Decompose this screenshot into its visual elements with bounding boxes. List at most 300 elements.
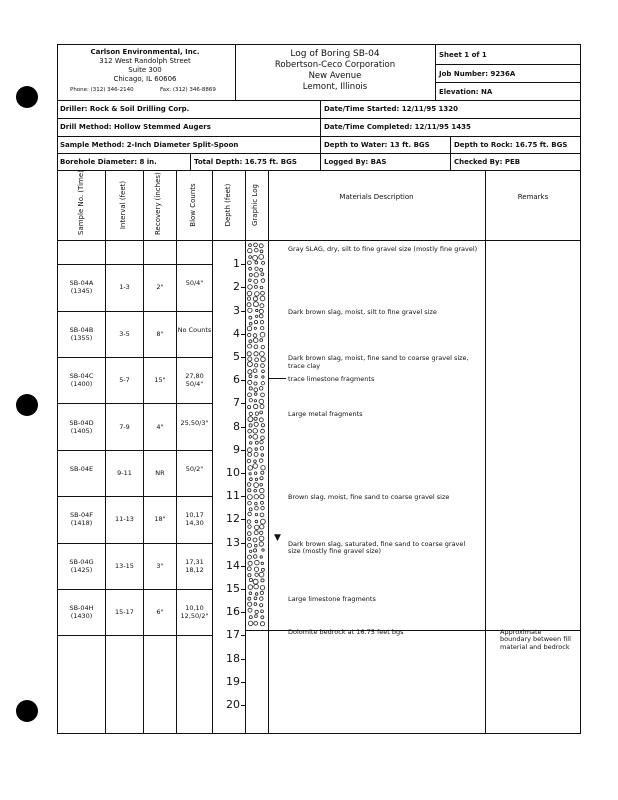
gravel-symbol xyxy=(261,466,265,470)
sample-interval: 15-17 xyxy=(115,608,134,617)
gravel-symbol xyxy=(249,412,252,415)
gravel-symbol xyxy=(254,321,257,324)
gravel-symbol xyxy=(247,362,252,367)
sample-row-divider xyxy=(57,543,212,544)
gravel-symbol xyxy=(253,434,258,439)
sample-blow-counts: 17,31 18,12 xyxy=(185,557,204,574)
gravel-symbol xyxy=(254,483,259,488)
gravel-symbol xyxy=(256,309,258,311)
sample-recovery: 6" xyxy=(156,608,164,617)
binder-hole-bottom xyxy=(16,700,38,722)
sample-number: SB-04F (1418) xyxy=(70,511,93,528)
depth-label: 1 xyxy=(233,257,240,271)
sample-blow-counts: 10,17 14,30 xyxy=(185,511,204,528)
sample-blow-counts: 25,50/3" xyxy=(180,418,209,427)
gravel-symbol xyxy=(253,464,258,469)
gravel-symbol xyxy=(256,315,258,317)
gravel-symbol xyxy=(253,302,258,307)
gravel-symbol xyxy=(259,536,264,541)
logged-by: Logged By: BAS xyxy=(324,158,387,166)
depth-label: 2 xyxy=(233,280,240,294)
material-description: Dark brown slag, moist, silt to fine gravel size xyxy=(288,307,437,316)
gravel-symbol xyxy=(259,244,263,248)
sample-row-divider xyxy=(57,589,212,590)
depth-tick xyxy=(241,566,245,567)
company-street: 312 West Randolph Street xyxy=(99,57,191,65)
gravel-symbol xyxy=(254,364,257,367)
depth-label: 6 xyxy=(233,373,240,387)
gravel-symbol xyxy=(248,602,252,606)
gravel-symbol xyxy=(248,501,252,505)
company-name: Carlson Environmental, Inc. xyxy=(90,48,200,56)
depth-label: 9 xyxy=(233,442,240,456)
depth-tick xyxy=(241,264,245,265)
gravel-symbol xyxy=(254,531,258,535)
gravel-symbol xyxy=(260,332,265,337)
gravel-symbol xyxy=(247,291,252,296)
gravel-symbol xyxy=(254,345,258,349)
header-sample-no: Sample No. (Time) xyxy=(77,170,85,235)
gravel-symbol xyxy=(260,250,263,253)
gravel-symbol xyxy=(261,579,264,582)
gravel-symbol xyxy=(261,501,264,504)
checked-by: Checked By: PEB xyxy=(454,158,521,166)
gravel-symbol xyxy=(260,411,263,414)
binder-hole-middle xyxy=(16,394,38,416)
sample-number: SB-04A (1345) xyxy=(69,279,94,296)
depth-tick xyxy=(241,635,245,636)
material-description: Dark brown slag, moist, fine sand to coarse gravel size, trace clay xyxy=(288,354,469,370)
gravel-symbol xyxy=(248,585,253,590)
depth-tick xyxy=(241,427,245,428)
depth-label: 15 xyxy=(226,582,240,595)
gravel-symbol xyxy=(261,273,264,276)
gravel-symbol xyxy=(248,597,251,600)
gravel-symbol xyxy=(255,267,258,270)
sample-number: SB-04C (1400) xyxy=(69,372,94,389)
gravel-symbol xyxy=(248,357,252,361)
gravel-symbol xyxy=(260,440,263,443)
depth-label: 19 xyxy=(226,674,240,688)
depth-tick xyxy=(241,473,245,474)
depth-label: 16 xyxy=(226,605,240,619)
gravel-symbol xyxy=(247,567,251,571)
gravel-symbol xyxy=(261,506,264,509)
gravel-symbol xyxy=(248,380,252,384)
material-description: Brown slag, moist, fine sand to coarse gravel size xyxy=(288,493,450,502)
gravel-symbol xyxy=(260,483,263,486)
gravel-symbol xyxy=(254,393,257,396)
gravel-symbol xyxy=(255,502,258,505)
material-description: Dark brown slag, saturated, fine sand to coarse gravel size (mostly fine gravel size) xyxy=(288,539,466,556)
sample-number: SB-04D (1405) xyxy=(69,418,94,435)
gravel-symbol xyxy=(260,488,265,493)
gravel-symbol xyxy=(253,338,258,343)
sample-interval: 9-11 xyxy=(117,469,132,477)
header-interval: Interval (feet) xyxy=(119,180,127,230)
depth-label: 7 xyxy=(233,396,240,410)
gravel-symbol xyxy=(254,382,257,385)
gravel-symbol xyxy=(247,352,251,356)
sample-row-divider xyxy=(57,357,212,358)
sample-blow-counts: 50/4" xyxy=(185,279,204,288)
gravel-symbol xyxy=(248,406,251,409)
gravel-symbol xyxy=(255,478,257,480)
gravel-symbol xyxy=(255,560,260,565)
gravel-symbol xyxy=(260,447,264,451)
header-graphic-log: Graphic Log xyxy=(251,184,259,226)
depth-label: 17 xyxy=(226,628,240,642)
gravel-symbol xyxy=(254,495,258,499)
gravel-symbol xyxy=(259,309,263,313)
gravel-symbol xyxy=(248,555,252,559)
gravel-symbol xyxy=(255,513,257,515)
sample-interval: 5-7 xyxy=(119,376,130,385)
date-started: Date/Time Started: 12/11/95 1320 xyxy=(324,105,458,113)
gravel-symbol xyxy=(259,542,263,546)
gravel-symbol xyxy=(262,376,264,378)
material-description: Dolomite bedrock at 16.75 feet bgs xyxy=(288,627,404,636)
sample-recovery: 18" xyxy=(154,515,166,524)
log-title: Log of Boring SB-04 xyxy=(290,49,380,59)
gravel-symbol xyxy=(248,417,253,422)
gravel-symbol xyxy=(255,615,258,618)
gravel-symbol xyxy=(260,352,265,357)
material-description: Gray SLAG, dry, silt to fine gravel size (mostly fine gravel) xyxy=(288,244,478,253)
header-depth: Depth (feet) xyxy=(224,183,232,227)
gravel-symbol xyxy=(262,261,265,264)
sample-interval: 7-9 xyxy=(119,422,130,431)
gravel-symbol xyxy=(248,333,251,336)
depth-label: 12 xyxy=(226,512,240,526)
depth-tick xyxy=(241,705,245,706)
gravel-symbol xyxy=(259,314,263,318)
header-recovery: Recovery (inches) xyxy=(154,172,162,235)
gravel-symbol xyxy=(259,255,264,260)
driller: Driller: Rock & Soil Drilling Corp. xyxy=(60,105,190,113)
gravel-symbol xyxy=(248,608,252,612)
sample-row-divider xyxy=(57,264,212,265)
sample-blow-counts: 10,10 12,50/2" xyxy=(180,604,209,621)
limestone-arrow xyxy=(268,378,286,379)
remark: Approximate boundary between fill material and bedrock xyxy=(500,627,571,651)
sample-row-divider xyxy=(57,403,212,404)
gravel-symbol xyxy=(260,477,263,480)
depth-label: 8 xyxy=(233,419,240,433)
gravel-symbol xyxy=(260,531,263,534)
gravel-symbol xyxy=(248,453,252,457)
gravel-symbol xyxy=(249,578,252,581)
gravel-symbol xyxy=(248,466,253,471)
gravel-symbol xyxy=(255,544,258,547)
gravel-symbol xyxy=(249,436,252,439)
gravel-symbol xyxy=(248,370,252,374)
gravel-symbol xyxy=(260,405,264,409)
gravel-symbol xyxy=(254,352,258,356)
gravel-symbol xyxy=(260,513,264,517)
depth-tick xyxy=(241,311,245,312)
gravel-symbol xyxy=(254,327,256,329)
gravel-symbol xyxy=(259,387,263,391)
gravel-symbol xyxy=(255,261,258,264)
gravel-symbol xyxy=(247,326,251,330)
gravel-symbol xyxy=(261,345,264,348)
gravel-symbol xyxy=(260,304,264,308)
gravel-symbol xyxy=(255,506,259,510)
graphic-log-pattern xyxy=(246,241,267,630)
gravel-symbol xyxy=(247,459,251,463)
log-address: New Avenue xyxy=(308,71,362,81)
gravel-symbol xyxy=(260,591,263,594)
gravel-symbol xyxy=(255,520,258,523)
drill-method: Drill Method: Hollow Stemmed Augers xyxy=(60,123,211,131)
gravel-symbol xyxy=(255,441,258,444)
header-blow-counts: Blow Counts xyxy=(189,183,197,227)
gravel-symbol xyxy=(248,538,251,541)
gravel-symbol xyxy=(260,268,263,271)
gravel-symbol xyxy=(249,273,252,276)
sample-row-divider xyxy=(57,450,212,451)
depth-label: 14 xyxy=(226,558,240,572)
gravel-symbol xyxy=(254,388,258,392)
gravel-symbol xyxy=(248,393,252,397)
gravel-symbol xyxy=(249,322,252,325)
gravel-symbol xyxy=(253,538,257,542)
gravel-symbol xyxy=(261,519,266,524)
gravel-symbol xyxy=(261,610,264,613)
gravel-symbol xyxy=(261,393,265,397)
gravel-symbol xyxy=(260,286,263,289)
gravel-symbol xyxy=(255,358,259,362)
gravel-symbol xyxy=(247,448,252,453)
depth-tick xyxy=(241,496,245,497)
sample-blow-counts: No Counts xyxy=(177,325,212,334)
gravel-symbol xyxy=(248,525,251,528)
depth-tick xyxy=(241,589,245,590)
sample-recovery: NR xyxy=(155,469,165,477)
gravel-symbol xyxy=(253,549,256,552)
gravel-symbol xyxy=(260,525,264,529)
gravel-symbol xyxy=(248,495,253,500)
sample-recovery: 2" xyxy=(156,283,164,292)
gravel-symbol xyxy=(249,442,252,445)
depth-label: 11 xyxy=(226,489,240,503)
gravel-symbol xyxy=(254,603,257,606)
sample-recovery: 4" xyxy=(156,422,164,431)
gravel-symbol xyxy=(260,597,264,601)
water-level-marker-icon: ▼ xyxy=(274,533,281,543)
gravel-symbol xyxy=(255,248,259,252)
gravel-symbol xyxy=(255,525,260,530)
material-description: trace limestone fragments xyxy=(288,374,375,383)
gravel-symbol xyxy=(249,592,252,595)
depth-tick xyxy=(241,357,245,358)
gravel-symbol xyxy=(260,622,264,626)
gravel-symbol xyxy=(255,375,257,377)
depth-label: 5 xyxy=(233,350,240,363)
company-phone: Phone: (312) 346-2140 xyxy=(70,87,134,93)
gravel-symbol xyxy=(247,303,251,307)
gravel-symbol xyxy=(261,279,265,283)
depth-tick xyxy=(241,543,245,544)
gravel-symbol xyxy=(248,248,252,252)
gravel-symbol xyxy=(253,297,257,301)
gravel-symbol xyxy=(259,418,263,422)
gravel-symbol xyxy=(261,429,265,433)
sample-number: SB-04G (1425) xyxy=(69,557,94,574)
sample-interval: 3-5 xyxy=(119,329,130,338)
sample-recovery: 3" xyxy=(156,561,164,570)
total-depth: Total Depth: 16.75 ft. BGS xyxy=(194,158,297,166)
gravel-symbol xyxy=(249,316,252,319)
gravel-symbol xyxy=(255,610,258,613)
gravel-symbol xyxy=(261,616,264,619)
depth-tick xyxy=(241,334,245,335)
gravel-symbol xyxy=(249,508,252,511)
gravel-symbol xyxy=(249,279,252,282)
depth-tick xyxy=(241,519,245,520)
depth-label: 20 xyxy=(226,698,240,711)
gravel-symbol xyxy=(260,604,263,607)
gravel-symbol xyxy=(249,387,252,390)
gravel-symbol xyxy=(253,255,258,260)
gravel-symbol xyxy=(261,364,265,368)
gravel-symbol xyxy=(261,436,265,440)
gravel-symbol xyxy=(253,579,258,584)
depth-tick xyxy=(241,287,245,288)
elevation: Elevation: NA xyxy=(439,88,493,96)
gravel-symbol xyxy=(250,550,252,552)
gravel-symbol xyxy=(254,243,258,247)
log-client: Robertson-Ceco Corporation xyxy=(274,60,396,70)
gravel-symbol xyxy=(248,561,252,565)
binder-hole-top xyxy=(16,86,38,108)
gravel-symbol xyxy=(248,543,252,547)
gravel-symbol xyxy=(249,340,252,343)
gravel-symbol xyxy=(248,344,252,348)
gravel-symbol xyxy=(254,567,258,571)
sample-interval: 13-15 xyxy=(115,561,134,570)
company-suite: Suite 300 xyxy=(128,66,162,74)
depth-to-rock: Depth to Rock: 16.75 ft. BGS xyxy=(454,141,568,149)
gravel-symbol xyxy=(254,279,258,283)
depth-label: 4 xyxy=(233,326,240,340)
depth-tick xyxy=(241,659,245,660)
sample-recovery: 8" xyxy=(156,329,164,338)
company-fax: Fax: (312) 346-8869 xyxy=(160,87,216,93)
gravel-symbol xyxy=(248,621,253,626)
gravel-symbol xyxy=(262,549,264,551)
gravel-symbol xyxy=(253,555,257,559)
gravel-symbol xyxy=(259,572,264,577)
depth-tick xyxy=(241,450,245,451)
gravel-symbol xyxy=(253,334,257,338)
gravel-symbol xyxy=(248,285,253,290)
gravel-symbol xyxy=(254,452,258,456)
gravel-symbol xyxy=(248,574,251,577)
sample-blow-counts: 27,80 50/4" xyxy=(185,372,204,389)
gravel-symbol xyxy=(254,597,257,600)
gravel-symbol xyxy=(261,568,264,571)
gravel-symbol xyxy=(261,291,265,295)
gravel-symbol xyxy=(254,400,256,402)
gravel-symbol xyxy=(254,621,258,625)
borehole-diameter: Borehole Diameter: 8 in. xyxy=(60,158,157,166)
sample-method: Sample Method: 2-Inch Diameter Split-Spoon xyxy=(60,141,239,149)
sample-interval: 1-3 xyxy=(119,283,130,292)
depth-label: 3 xyxy=(233,303,240,317)
gravel-symbol xyxy=(261,454,264,457)
gravel-symbol xyxy=(248,429,252,433)
gravel-symbol xyxy=(261,471,264,474)
gravel-symbol xyxy=(248,308,252,312)
depth-tick xyxy=(241,380,245,381)
material-description: Large limestone fragments xyxy=(288,595,376,604)
gravel-symbol xyxy=(247,532,251,536)
depth-tick xyxy=(241,612,245,613)
gravel-symbol xyxy=(261,327,264,330)
sample-row-divider xyxy=(57,311,212,312)
depth-label: 10 xyxy=(226,466,240,479)
gravel-symbol xyxy=(248,489,251,492)
gravel-symbol xyxy=(259,399,264,404)
sample-number: SB-04H (1430) xyxy=(69,604,94,621)
gravel-symbol xyxy=(255,573,258,576)
gravel-symbol xyxy=(247,520,251,524)
sample-row-divider xyxy=(57,635,212,636)
gravel-symbol xyxy=(255,412,258,415)
gravel-symbol xyxy=(247,297,250,300)
gravel-symbol xyxy=(253,369,257,373)
gravel-symbol xyxy=(254,404,258,408)
depth-label: 13 xyxy=(226,535,240,549)
gravel-symbol xyxy=(253,429,258,434)
gravel-symbol xyxy=(254,460,257,463)
gravel-symbol xyxy=(255,448,258,451)
gravel-symbol xyxy=(255,292,260,297)
sample-number: SB-04B (1355) xyxy=(69,325,94,342)
sheet-number: Sheet 1 of 1 xyxy=(439,51,487,59)
gravel-symbol xyxy=(260,494,264,498)
gravel-symbol xyxy=(260,556,262,558)
gravel-symbol xyxy=(254,417,257,420)
gravel-symbol xyxy=(255,593,258,596)
depth-label: 18 xyxy=(226,651,240,665)
gravel-symbol xyxy=(249,473,251,475)
gravel-symbol xyxy=(249,244,252,247)
gravel-symbol xyxy=(250,478,253,481)
gravel-symbol xyxy=(260,586,264,590)
gravel-symbol xyxy=(249,399,252,402)
gravel-symbol xyxy=(254,273,258,277)
gravel-symbol xyxy=(259,459,263,463)
gravel-symbol xyxy=(261,562,263,564)
sample-row-divider xyxy=(57,496,212,497)
gravel-symbol xyxy=(249,424,252,427)
material-description: Large metal fragments xyxy=(288,409,363,418)
gravel-symbol xyxy=(254,489,257,492)
gravel-symbol xyxy=(260,339,263,342)
gravel-symbol xyxy=(254,472,257,475)
gravel-symbol xyxy=(254,584,259,589)
gravel-symbol xyxy=(261,357,266,362)
gravel-symbol xyxy=(249,267,252,270)
gravel-symbol xyxy=(249,256,252,259)
log-city: Lemont, Illinois xyxy=(302,82,368,92)
gravel-symbol xyxy=(260,320,263,323)
gravel-symbol xyxy=(248,512,252,516)
header-materials-description: Materials Description xyxy=(339,193,414,201)
